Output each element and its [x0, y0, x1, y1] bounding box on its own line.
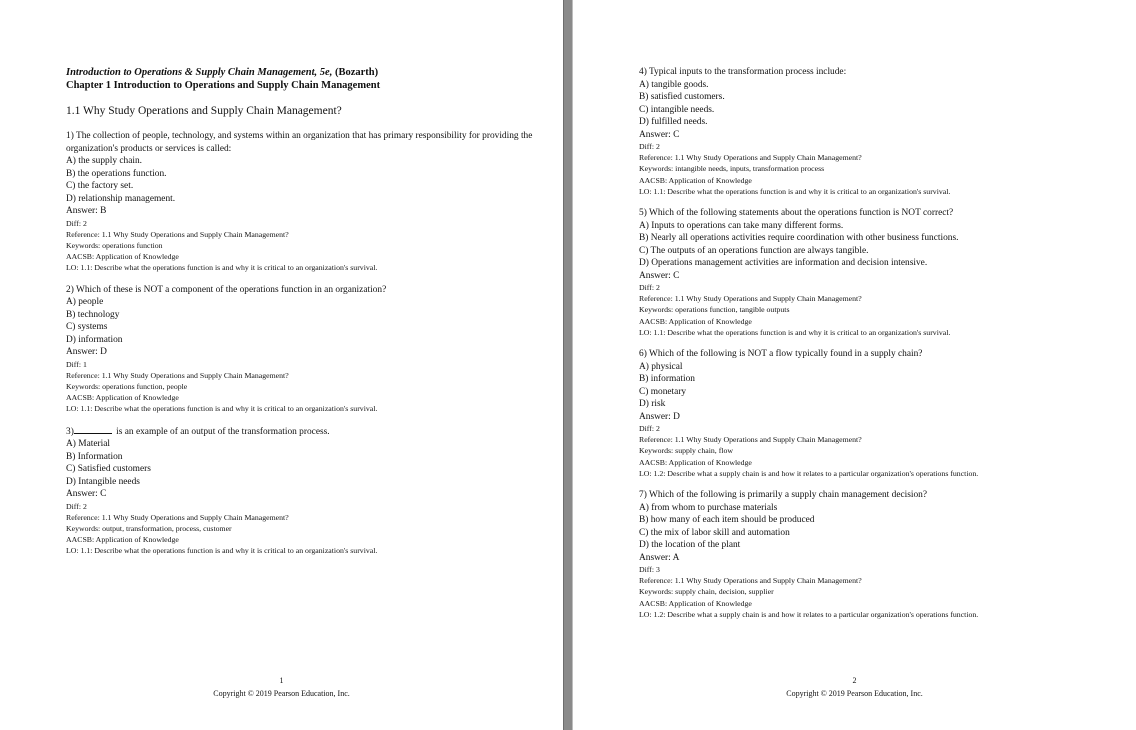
section-title: 1.1 Why Study Operations and Supply Chain Management?: [66, 105, 342, 117]
aacsb: AACSB: Application of Knowledge: [66, 252, 179, 262]
question-7: [639, 489, 1119, 620]
page-divider: [563, 0, 573, 730]
document-page-2: [573, 0, 1136, 730]
option-a: A) from whom to purchase materials: [639, 502, 778, 513]
answer: Answer: C: [639, 270, 680, 281]
answer: Answer: D: [66, 347, 107, 358]
option-c: C) The outputs of an operations function are always tangible.: [639, 245, 869, 256]
option-b: B) technology: [66, 309, 120, 320]
option-a: A) physical: [639, 361, 683, 372]
book-title: Introduction to Operations & Supply Chain Management, 5e, (Bozarth): [66, 67, 379, 78]
aacsb: AACSB: Application of Knowledge: [639, 316, 752, 326]
option-b: B) Nearly all operations activities require coordination with other business functions.: [639, 233, 959, 244]
learning-objective: LO: 1.2: Describe what a supply chain is and how it relates to a particular organization's operations function.: [639, 468, 979, 478]
difficulty: Diff: 2: [639, 424, 660, 434]
option-d: D) fulfilled needs.: [639, 117, 708, 127]
question-stem: 6) Which of the following is NOT a flow typically found in a supply chain?: [639, 349, 923, 360]
question-2: [66, 284, 536, 415]
aacsb: AACSB: Application of Knowledge: [639, 598, 752, 608]
question-stem: 5) Which of the following statements about the operations function is NOT correct?: [639, 208, 954, 219]
reference: Reference: 1.1 Why Study Operations and Supply Chain Management?: [639, 435, 862, 445]
option-b: B) the operations function.: [66, 168, 167, 179]
option-d: D) Operations management activities are information and decision intensive.: [639, 258, 928, 269]
option-d: D) Intangible needs: [66, 476, 140, 487]
page-number: 2: [852, 676, 857, 685]
aacsb: AACSB: Application of Knowledge: [639, 457, 752, 467]
option-a: A) people: [66, 297, 104, 308]
option-c: C) systems: [66, 322, 108, 333]
question-stem: 7) Which of the following is primarily a supply chain management decision?: [639, 490, 928, 501]
reference: Reference: 1.1 Why Study Operations and Supply Chain Management?: [66, 229, 289, 239]
option-a: A) the supply chain.: [66, 156, 143, 166]
reference: Reference: 1.1 Why Study Operations and Supply Chain Management?: [639, 153, 862, 163]
keywords: Keywords: supply chain, decision, supplier: [639, 587, 774, 597]
keywords: Keywords: operations function: [66, 240, 163, 250]
aacsb: AACSB: Application of Knowledge: [66, 535, 179, 545]
copyright: Copyright © 2019 Pearson Education, Inc.: [213, 689, 350, 698]
keywords: Keywords: supply chain, flow: [639, 446, 733, 456]
question-stem: 1) The collection of people, technology, and systems within an organization that has primary responsibility for providing the organization's products or services is called:: [66, 131, 533, 154]
difficulty: Diff: 1: [66, 359, 87, 369]
difficulty: Diff: 2: [66, 501, 87, 511]
page-1-content: [66, 66, 536, 567]
option-c: C) monetary: [639, 386, 687, 397]
answer: Answer: C: [639, 129, 680, 140]
question-5: [639, 207, 1119, 338]
keywords: Keywords: output, transformation, process, customer: [66, 523, 232, 533]
keywords: Keywords: operations function, tangible outputs: [639, 305, 790, 315]
learning-objective: LO: 1.1: Describe what the operations function is and why it is critical to an organization's survival.: [66, 404, 378, 414]
difficulty: Diff: 2: [639, 283, 660, 293]
option-a: A) Inputs to operations can take many different forms.: [639, 220, 844, 231]
option-a: A) tangible goods.: [639, 79, 709, 90]
option-b: B) satisfied customers.: [639, 92, 725, 102]
option-a: A) Material: [66, 439, 110, 450]
question-stem: 3) is an example of an output of the transformation process.: [66, 426, 330, 437]
option-d: D) the location of the plant: [639, 540, 741, 551]
option-c: C) Satisfied customers: [66, 464, 151, 475]
difficulty: Diff: 2: [66, 218, 87, 228]
option-b: B) Information: [66, 451, 123, 462]
aacsb: AACSB: Application of Knowledge: [639, 175, 752, 185]
option-d: D) risk: [639, 399, 666, 410]
chapter-title: Chapter 1 Introduction to Operations and Supply Chain Management: [66, 80, 381, 91]
question-stem: 4) Typical inputs to the transformation process include:: [639, 67, 847, 77]
learning-objective: LO: 1.1: Describe what the operations function is and why it is critical to an organization's survival.: [639, 327, 951, 337]
question-6: [639, 348, 1119, 479]
option-b: B) how many of each item should be produced: [639, 515, 815, 526]
option-d: D) relationship management.: [66, 193, 176, 204]
copyright: Copyright © 2019 Pearson Education, Inc.: [786, 689, 923, 698]
reference: Reference: 1.1 Why Study Operations and Supply Chain Management?: [66, 370, 289, 380]
question-3: [66, 425, 536, 557]
aacsb: AACSB: Application of Knowledge: [66, 393, 179, 403]
question-1: [66, 130, 536, 274]
reference: Reference: 1.1 Why Study Operations and Supply Chain Management?: [66, 512, 289, 522]
learning-objective: LO: 1.1: Describe what the operations function is and why it is critical to an organization's survival.: [66, 263, 378, 273]
question-4: [639, 66, 1119, 197]
keywords: Keywords: intangible needs, inputs, transformation process: [639, 164, 825, 174]
document-page-1: [0, 0, 563, 730]
option-c: C) the mix of labor skill and automation: [639, 527, 790, 538]
reference: Reference: 1.1 Why Study Operations and Supply Chain Management?: [639, 294, 862, 304]
page-footer: [0, 674, 563, 700]
keywords: Keywords: operations function, people: [66, 381, 188, 391]
difficulty: Diff: 2: [639, 142, 660, 151]
answer: Answer: B: [66, 206, 107, 216]
option-c: C) intangible needs.: [639, 104, 715, 115]
page-2-content: [639, 66, 1119, 630]
answer: Answer: C: [66, 489, 107, 500]
page-number: 1: [279, 676, 284, 685]
answer: Answer: A: [639, 552, 680, 563]
option-c: C) the factory set.: [66, 181, 134, 191]
fill-in-blank: [74, 425, 112, 434]
difficulty: Diff: 3: [639, 565, 660, 575]
option-b: B) information: [639, 374, 695, 385]
reference: Reference: 1.1 Why Study Operations and Supply Chain Management?: [639, 576, 862, 586]
page-footer: [573, 674, 1136, 700]
learning-objective: LO: 1.2: Describe what a supply chain is and how it relates to a particular organization's operations function.: [639, 609, 979, 619]
learning-objective: LO: 1.1: Describe what the operations function is and why it is critical to an organization's survival.: [639, 186, 951, 196]
option-d: D) information: [66, 334, 123, 345]
learning-objective: LO: 1.1: Describe what the operations function is and why it is critical to an organization's survival.: [66, 546, 378, 556]
answer: Answer: D: [639, 411, 680, 422]
question-stem: 2) Which of these is NOT a component of the operations function in an organization?: [66, 284, 387, 295]
